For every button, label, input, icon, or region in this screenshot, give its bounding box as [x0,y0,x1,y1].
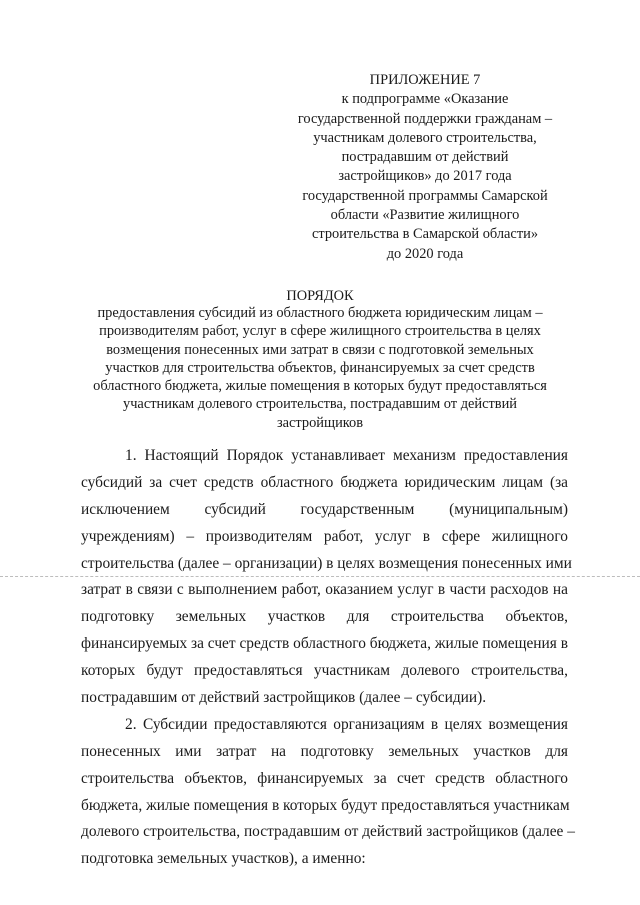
subtitle-line: возмещения понесенных ими затрат в связи с подготовкой земельных [106,341,534,358]
paragraph-line: подготовку земельных участков для строительства объектов, [81,608,568,626]
paragraph-1 [81,443,572,712]
paragraph-line: понесенных ими затрат на подготовку земельных участков для [81,742,568,760]
paragraph-line: подготовка земельных участков), а именно: [81,850,366,868]
appendix-line: государственной поддержки гражданам – [297,110,553,127]
subtitle-line: участков для строительства объектов, финансируемых за счет средств [105,359,535,376]
appendix-line: государственной программы Самарской [302,187,548,204]
paragraph-line: субсидий за счет средств областного бюджета юридическим лицам (за [81,473,568,491]
paragraph-line: финансируемых за счет средств областного бюджета, жилые помещения в [81,635,568,653]
paragraph-line: затрат в связи с выполнением работ, оказанием услуг в части расходов на [81,581,568,599]
paragraph-2 [81,712,575,873]
paragraph-line: 2. Субсидии предоставляются организациям в целях возмещения [125,715,568,733]
paragraph-line: исключением субсидий государственным (муниципальным) [81,500,568,518]
paragraph-line: учреждениям) – производителям работ, услуг в сфере жилищного [81,527,568,545]
appendix-line: пострадавшим от действий [341,149,509,166]
paragraph-line: бюджета, жилые помещения в которых будут предоставляться участникам [81,796,570,814]
appendix-line: застройщиков» до 2017 года [338,168,512,185]
subtitle-line: производителям работ, услуг в сфере жилищного строительства в целях [99,323,541,340]
appendix-line: области «Развитие жилищного [330,207,520,224]
paragraph-line: 1. Настоящий Порядок устанавливает механизм предоставления [125,447,568,464]
document-body [81,443,575,873]
subtitle-line: участникам долевого строительства, пострадавшим от действий [123,396,517,413]
appendix-line: ПРИЛОЖЕНИЕ 7 [369,72,481,88]
appendix-line: строительства в Самарской области» [311,226,539,243]
subtitle-line: областного бюджета, жилые помещения в которых будут предоставляться [93,378,547,395]
subtitle-line: предоставления субсидий из областного бюджета юридическим лицам – [97,305,543,321]
document-title: ПОРЯДОК [286,288,354,304]
appendix-line: участникам долевого строительства, [313,129,537,146]
appendix-header [290,71,560,264]
appendix-line: до 2020 года [386,245,464,262]
document-subtitle [60,304,580,432]
subtitle-line: застройщиков [276,414,364,431]
paragraph-line: пострадавшим от действий застройщиков (далее – субсидии). [81,689,487,707]
paragraph-line: долевого строительства, пострадавшим от действий застройщиков (далее – [81,823,575,841]
paragraph-line: строительства объектов, финансируемых за счет средств областного [81,769,568,787]
paragraph-line: строительства (далее – организации) в целях возмещения понесенных ими [81,554,572,572]
paragraph-line: которых будут предоставляться участникам долевого строительства, [81,662,568,680]
appendix-line: к подпрограмме «Оказание [341,91,509,108]
